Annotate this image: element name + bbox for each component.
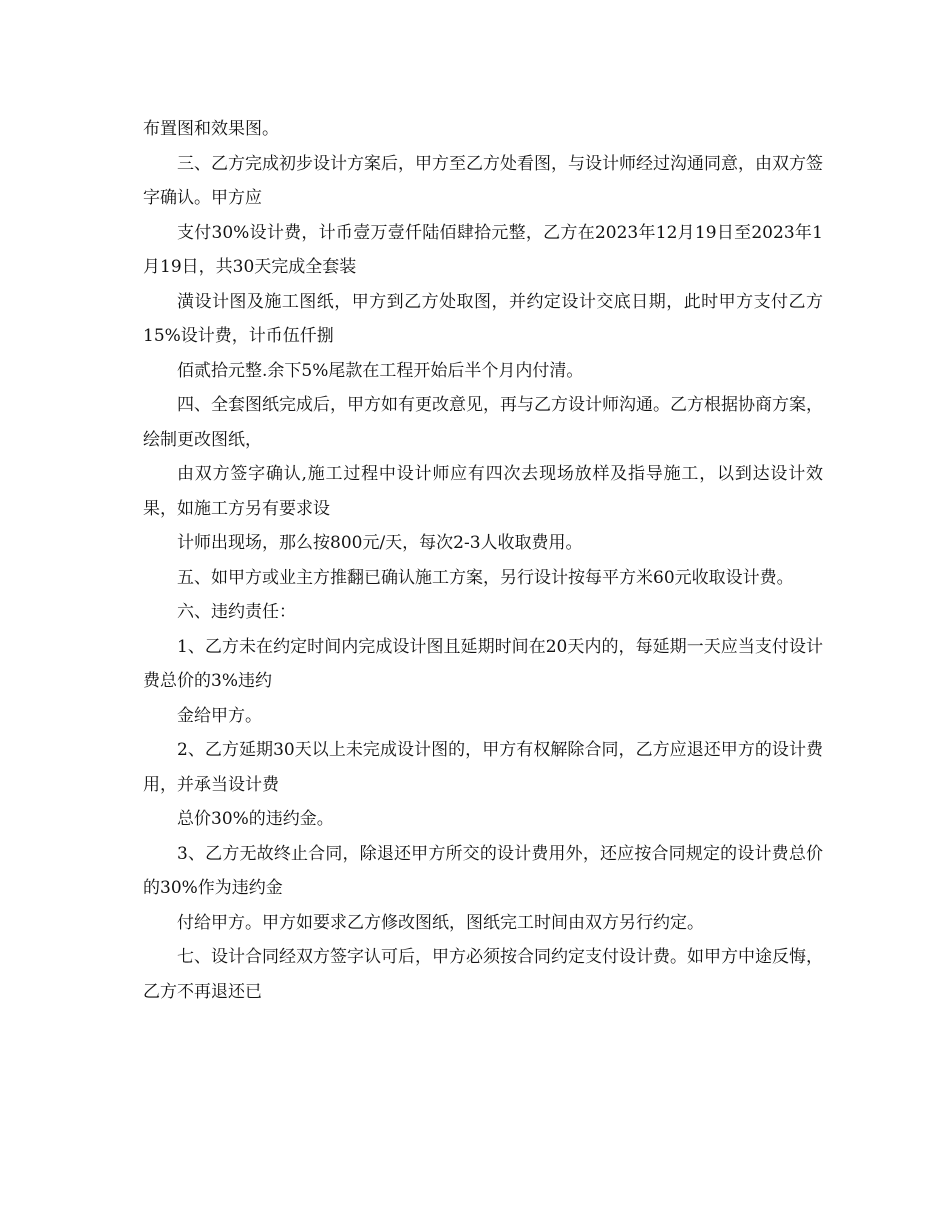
paragraph-7: 由双方签字确认,施工过程中设计师应有四次去现场放样及指导施工，以到达设计效果，如施工方另有要求设 [143,464,823,519]
paragraph-9: 五、如甲方或业主方推翻已确认施工方案，另行设计按每平方米60元收取设计费。 [177,567,794,588]
paragraph-16: 付给甲方。甲方如要求乙方修改图纸，图纸完工时间由双方另行约定。 [177,912,704,933]
paragraph-1: 布置图和效果图。 [143,119,279,139]
paragraph-3: 支付30%设计费，计币壹万壹仟陆佰肆拾元整，乙方在2023年12月19日至2023年1月19日，共30天完成全套装 [143,222,823,277]
paragraph-13: 2、乙方延期30天以上未完成设计图的，甲方有权解除合同，乙方应退还甲方的设计费用，并承当设计费 [143,740,823,795]
paragraph-4: 潢设计图及施工图纸，甲方到乙方处取图，并约定设计交底日期，此时甲方支付乙方15%设计费，计币伍仟捌 [143,291,823,346]
paragraph-14: 总价30%的违约金。 [177,809,334,829]
paragraph-5: 佰贰拾元整.余下5%尾款在工程开始后半个月内付清。 [177,360,584,381]
paragraph-2: 三、乙方完成初步设计方案后，甲方至乙方处看图，与设计师经过沟通同意，由双方签字确认。甲方应 [143,153,823,208]
paragraph-17: 七、设计合同经双方签字认可后，甲方必须按合同约定支付设计费。如甲方中途反悔，乙方不再退还已 [143,947,823,1002]
paragraph-11: 1、乙方未在约定时间内完成设计图且延期时间在20天内的，每延期一天应当支付设计费总价的3%违约 [143,636,823,691]
document-body [143,112,823,1009]
paragraph-8: 计师出现场，那么按800元/天，每次2-3人收取费用。 [177,533,583,553]
paragraph-15: 3、乙方无故终止合同，除退还甲方所交的设计费用外，还应按合同规定的设计费总价的30%作为违约金 [143,843,823,898]
paragraph-10: 六、违约责任： [177,602,296,622]
paragraph-12: 金给甲方。 [177,705,262,726]
paragraph-6: 四、全套图纸完成后，甲方如有更改意见，再与乙方设计师沟通。乙方根据协商方案，绘制更改图纸， [143,395,823,450]
